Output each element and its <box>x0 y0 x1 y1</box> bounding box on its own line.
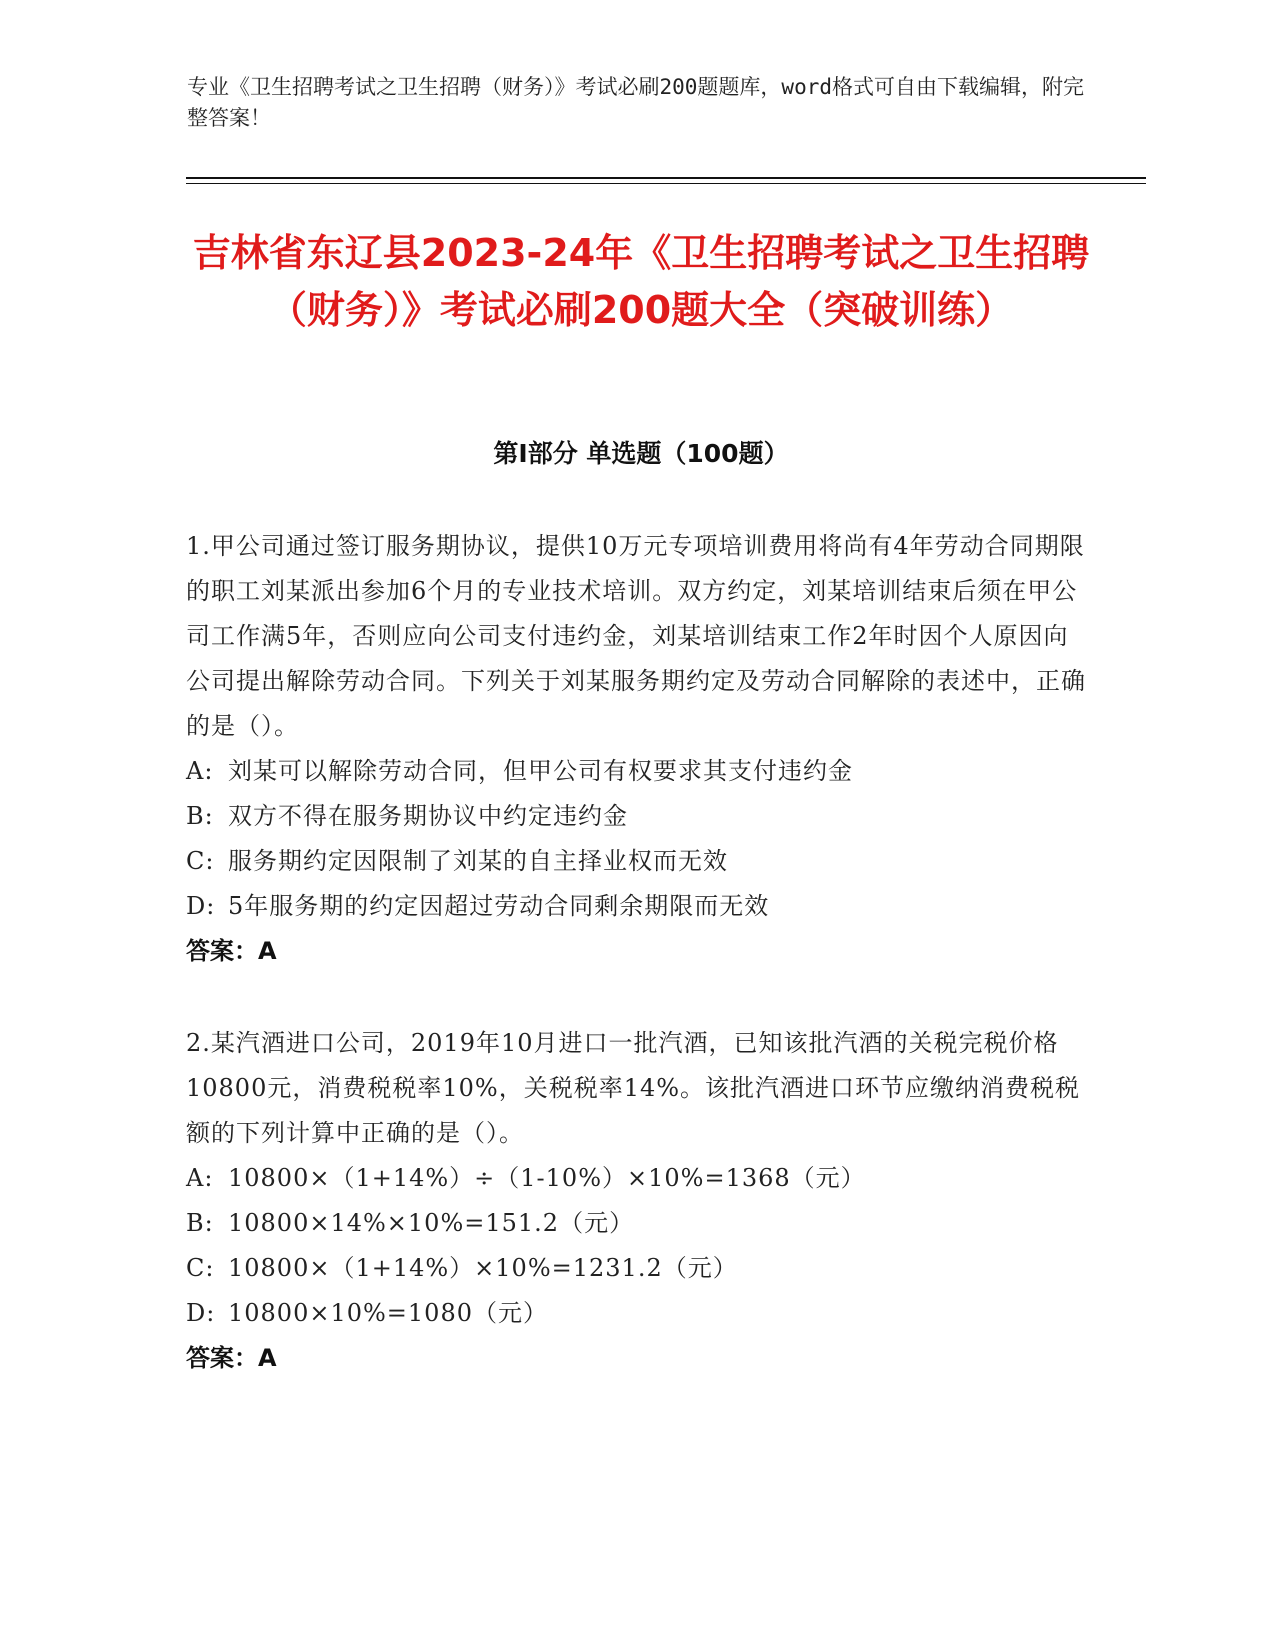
option-c <box>186 1246 1086 1291</box>
option-key: B: <box>186 802 214 830</box>
header-note: 专业《卫生招聘考试之卫生招聘（财务）》考试必刷200题题库，word格式可自由下载编辑，附完整答案！ <box>187 75 1084 130</box>
option-text: 双方不得在服务期协议中约定违约金 <box>228 802 628 830</box>
section-title: 第Ⅰ部分 单选题（100题） <box>493 439 789 468</box>
option-key: B: <box>186 1209 214 1237</box>
option-text: 10800×14%×10%=151.2（元） <box>228 1209 635 1237</box>
option-text: 10800×（1+14%）×10%=1231.2（元） <box>228 1254 738 1282</box>
option-c <box>186 839 1086 884</box>
option-b <box>186 794 1086 839</box>
option-key: C: <box>186 1254 215 1282</box>
option-key: A: <box>186 1164 214 1192</box>
option-b <box>186 1201 1086 1246</box>
option-key: C: <box>186 847 215 875</box>
answer-line: 答案：A <box>186 937 277 965</box>
document-title: 吉林省东辽县2023-24年《卫生招聘考试之卫生招聘（财务）》考试必刷200题大全（突破训练） <box>192 231 1090 332</box>
question-2 <box>186 1021 1086 1381</box>
question-stem: 2.某汽酒进口公司，2019年10月进口一批汽酒，已知该批汽酒的关税完税价格10800元，消费税税率10%，关税税率14%。该批汽酒进口环节应缴纳消费税税额的下列计算中正确的是（）。 <box>186 1029 1081 1147</box>
option-key: D: <box>186 1299 216 1327</box>
question-1 <box>186 524 1086 974</box>
option-a <box>186 749 1086 794</box>
answer-line: 答案：A <box>186 1344 277 1372</box>
option-key: D: <box>186 892 216 920</box>
header-divider-thin <box>186 183 1146 184</box>
option-d <box>186 884 1086 929</box>
option-text: 5年服务期的约定因超过劳动合同剩余期限而无效 <box>228 892 770 920</box>
option-d <box>186 1291 1086 1336</box>
option-text: 10800×（1+14%）÷（1-10%）×10%=1368（元） <box>228 1164 866 1192</box>
option-key: A: <box>186 757 214 785</box>
option-text: 10800×10%=1080（元） <box>228 1299 548 1327</box>
header-divider-thick <box>186 177 1146 179</box>
option-text: 刘某可以解除劳动合同，但甲公司有权要求其支付违约金 <box>228 757 853 785</box>
question-stem: 1.甲公司通过签订服务期协议，提供10万元专项培训费用将尚有4年劳动合同期限的职工刘某派出参加6个月的专业技术培训。双方约定，刘某培训结束后须在甲公司工作满5年，否则应向公司支付违约金，刘某培训结束工作2年时因个人原因向公司提出解除劳动合同。下列关于刘某服务期约定及劳动合同解除的表述中，正确的是（）。 <box>186 532 1086 740</box>
option-a <box>186 1156 1086 1201</box>
option-text: 服务期约定因限制了刘某的自主择业权而无效 <box>228 847 728 875</box>
